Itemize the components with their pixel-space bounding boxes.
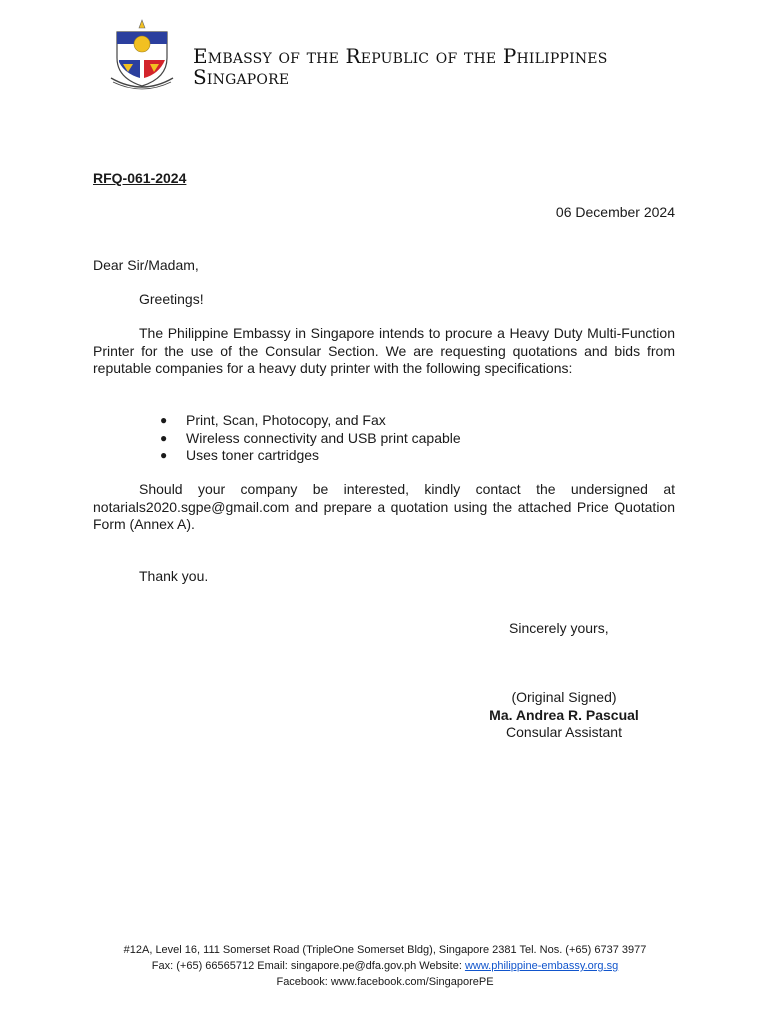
footer-facebook: Facebook: www.facebook.com/SingaporePE: [276, 976, 494, 988]
signature-block: [480, 689, 648, 742]
philippine-seal-icon: [107, 16, 177, 96]
thanks: Thank you.: [139, 568, 209, 584]
footer-contact: [0, 958, 770, 974]
signature-note: (Original Signed): [511, 689, 617, 705]
list-item: ● Wireless connectivity and USB print capable: [160, 429, 461, 446]
list-item: ● Print, Scan, Photocopy, and Fax: [160, 412, 386, 428]
signatory-title: Consular Assistant: [506, 724, 622, 740]
greeting: Greetings!: [139, 291, 204, 307]
closing: Sincerely yours,: [509, 620, 609, 636]
list-item: ● Uses toner cartridges: [160, 447, 320, 463]
spec-text: Uses toner cartridges: [186, 447, 320, 463]
body-paragraph-2: [93, 481, 675, 534]
website-link[interactable]: www.philippine-embassy.org.sg: [464, 960, 619, 972]
letterhead-line2: Singapore: [193, 65, 290, 89]
footer-fax-email: Fax: (+65) 66565712 Email: singapore.pe@dfa.gov.ph Website:: [151, 960, 465, 972]
letterhead-line1: Embassy of the Republic of the Philippines: [193, 44, 608, 68]
footer-address: #12A, Level 16, 111 Somerset Road (TripleOne Somerset Bldg), Singapore 2381 Tel. Nos. (+65) 6737 3977: [123, 944, 647, 956]
footer: [0, 942, 770, 990]
signatory-name: Ma. Andrea R. Pascual: [489, 706, 639, 723]
spec-text: Wireless connectivity and USB print capable: [186, 429, 461, 446]
letterhead: [193, 46, 608, 88]
body-paragraph-1: [93, 325, 675, 378]
reference-number: RFQ-061-2024: [93, 170, 187, 186]
spec-text: Print, Scan, Photocopy, and Fax: [186, 412, 386, 428]
letter-date: 06 December 2024: [555, 204, 675, 220]
paragraph-2-text: Should your company be interested, kindly contact the undersigned at notarials2020.sgpe@gmail.com and prepare a quotation using the attached Price Quotation Form (Annex A).: [93, 481, 675, 532]
paragraph-1-text: The Philippine Embassy in Singapore intends to procure a Heavy Duty Multi-Function Printer for the use of the Consular Section. We are requesting quotations and bids from reputable companies for a heavy duty printer with the following specifications:: [93, 325, 675, 376]
salutation: Dear Sir/Madam,: [93, 257, 199, 273]
specifications-list: [160, 412, 461, 465]
